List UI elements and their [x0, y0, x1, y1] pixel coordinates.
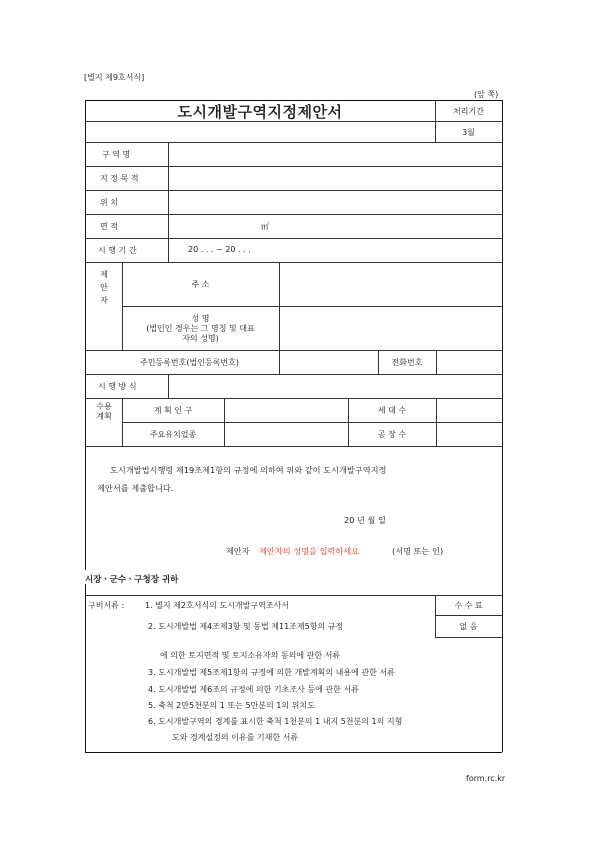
submission-date[interactable]: 20 년 월 일	[344, 515, 386, 525]
area-label: 면 적	[100, 222, 118, 231]
docs-top-line	[85, 595, 502, 596]
document-item: 6. 도시개발구역의 경계를 표시한 축척 1천분의 1 내지 5천분의 1의 지형	[148, 717, 403, 726]
name-label: 성 명	[191, 314, 210, 323]
fee-bottom-line	[435, 637, 502, 638]
name-note: (법인인 경우는 그 명칭 및 대표 자의 성명)	[146, 324, 255, 343]
factories-label: 공 장 수	[377, 430, 407, 439]
reg-no-field[interactable]	[281, 351, 377, 373]
plan-population-label: 계 획 인 구	[153, 406, 193, 415]
document-item: 2. 도시개발법 제4조제3항 및 동법 제11조제5항의 규정	[148, 622, 344, 631]
phone-divider-right	[436, 350, 437, 374]
form-number: [별지 제9호서식]	[84, 73, 145, 82]
form-title: 도시개발구역지정제안서	[177, 103, 343, 121]
location-field[interactable]	[170, 191, 500, 213]
main-attractions-field[interactable]	[226, 423, 346, 445]
label-divider	[168, 142, 169, 262]
row-line	[85, 121, 502, 122]
households-field[interactable]	[438, 399, 500, 421]
statement-line-1: 도시개발법시행령 제19조제1항의 규정에 의하여 위와 같이 도시개발구역지정	[110, 465, 387, 475]
form-right-border	[502, 100, 503, 752]
fee-mid-line	[435, 615, 502, 616]
reg-no-label: 주민등록번호(법인등록번호)	[140, 358, 239, 367]
row-line	[85, 238, 502, 239]
label-divider	[168, 374, 169, 398]
document-item: 3. 도시개발법 제5조제1항의 규정에 의한 개발계획의 내용에 관한 서류	[148, 668, 395, 677]
period-value[interactable]: 20 . . . ~ 20 . . .	[188, 245, 251, 254]
factories-field[interactable]	[438, 423, 500, 445]
phone-label: 전화번호	[391, 358, 423, 367]
document-item: 5. 축척 2만5천분의 1 또는 5만분의 1의 위치도	[148, 701, 315, 710]
row-line	[85, 214, 502, 215]
document-item: 도와 경계설정의 이유를 기재한 서류	[172, 733, 299, 742]
form-left-border	[85, 100, 86, 752]
purpose-label: 지 정 목 적	[100, 174, 139, 183]
method-field[interactable]	[170, 375, 500, 397]
method-label: 시 행 방 식	[98, 382, 137, 391]
page-side-label: (앞 쪽)	[474, 90, 499, 99]
document-item: 1. 별지 제2호서식의 도시개발구역조사서	[145, 601, 289, 610]
address-field[interactable]	[281, 263, 500, 305]
reg-divider	[279, 350, 280, 374]
location-label: 위 치	[100, 198, 118, 207]
document-item: 4. 도시개발법 제6조의 규정에 의한 기초조사 등에 관한 서류	[148, 685, 359, 694]
processing-value: 3월	[462, 128, 475, 137]
address-label: 주 소	[191, 280, 210, 289]
proposer-sign-label: 제안자	[226, 546, 250, 556]
zone-name-field[interactable]	[170, 143, 500, 165]
households-label: 세 대 수	[377, 406, 407, 415]
statement-line-2: 제안서를 제출합니다.	[97, 483, 174, 493]
footer-source: form.rc.kr	[466, 774, 506, 783]
addressee: 시장ㆍ군수ㆍ구청장 귀하	[85, 575, 179, 585]
processing-label: 처리기간	[453, 107, 484, 116]
plan-population-field[interactable]	[226, 399, 346, 421]
fee-value: 없 음	[459, 622, 478, 631]
name-field[interactable]	[281, 307, 500, 349]
proposer-name-input[interactable]: 제안자의 성명을 입력하세요	[259, 546, 360, 556]
main-attractions-label: 주요유치업종	[149, 430, 197, 439]
document-item: 에 의한 토지면적 및 토지소유자의 동의에 관한 서류	[160, 651, 341, 660]
form-bottom-border	[85, 752, 502, 753]
proposer-side-label: 제 안 자	[100, 270, 108, 305]
area-unit: ㎡	[261, 222, 269, 231]
purpose-field[interactable]	[170, 167, 500, 189]
row-line	[85, 446, 502, 447]
fee-label: 수 수 료	[454, 601, 483, 610]
documents-label: 구비서류 :	[88, 601, 125, 610]
zone-name-label: 구 역 명	[102, 150, 131, 159]
sign-or-seal-label: (서명 또는 인)	[392, 546, 444, 556]
period-label: 시 행 기 간	[98, 246, 137, 255]
phone-field[interactable]	[438, 351, 500, 373]
accommodation-label: 수용 계획	[96, 402, 112, 421]
area-field[interactable]	[170, 215, 255, 237]
